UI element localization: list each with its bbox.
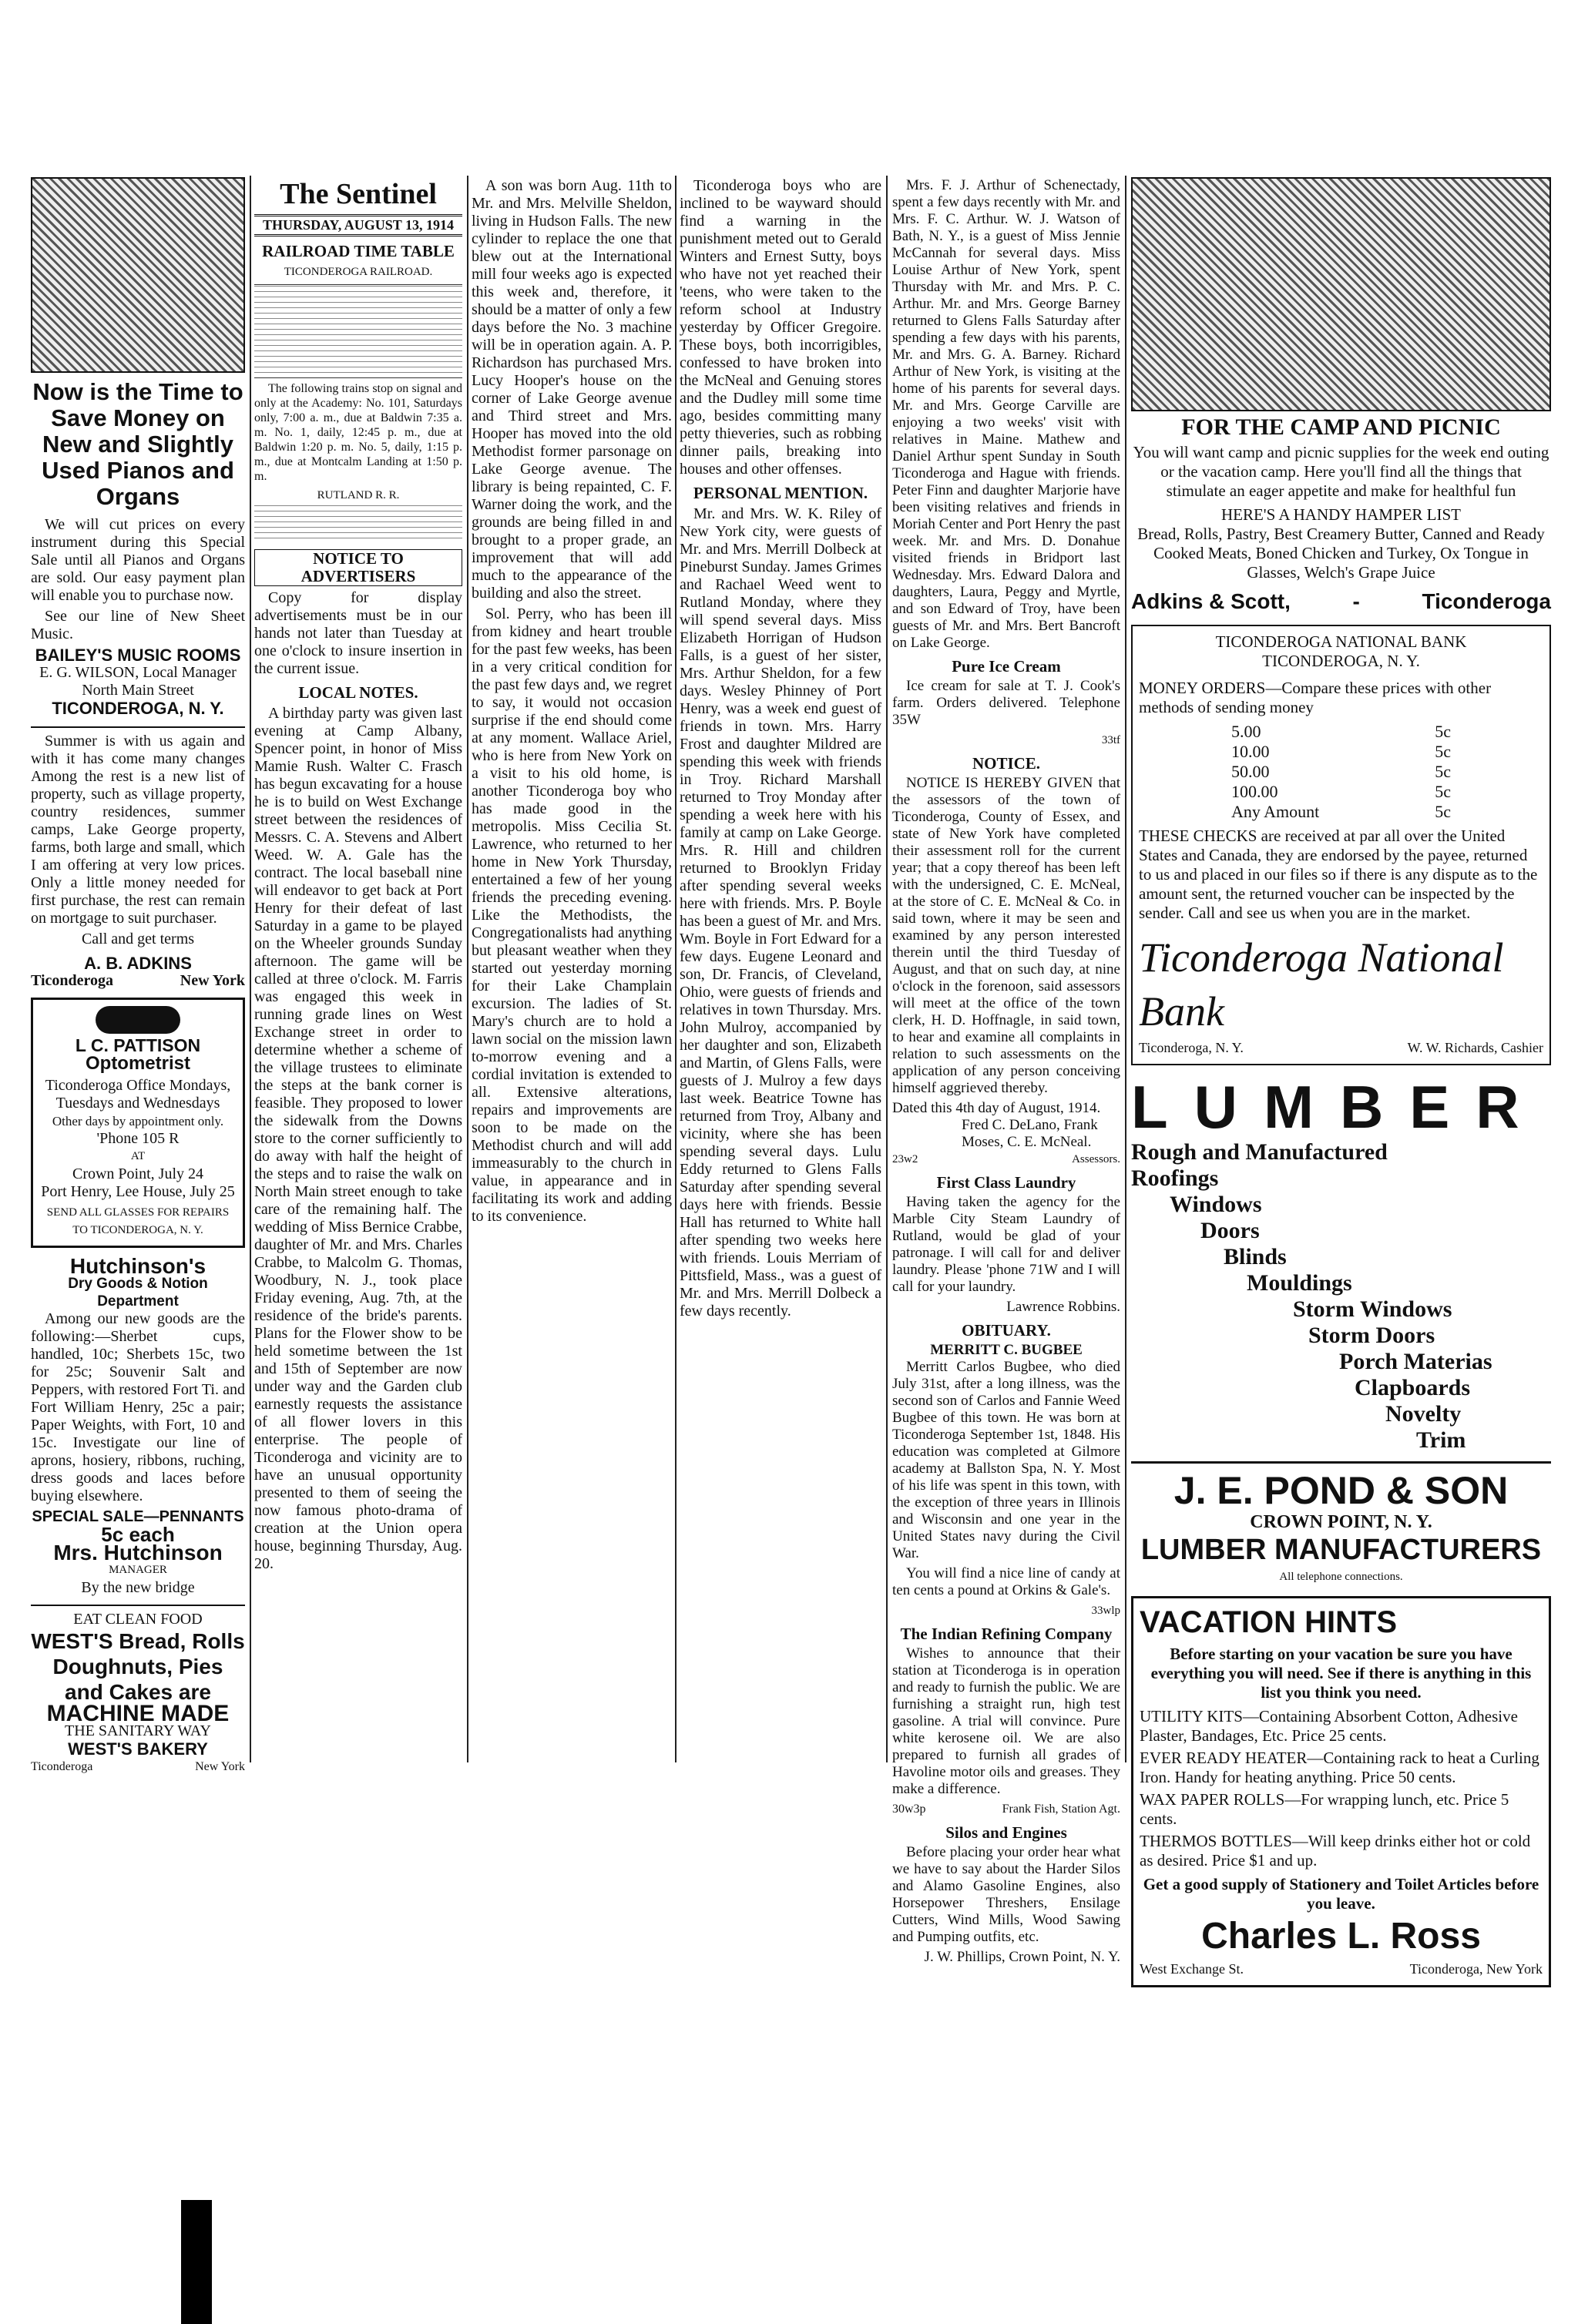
rr-schedule-table — [254, 284, 462, 378]
candy-note: You will find a nice line of candy at ten cents a pound at Orkins & Gale's. — [892, 1565, 1120, 1598]
camp-list: Bread, Rolls, Pastry, Best Creamery Butter, Canned and Ready Cooked Meats, Boned Chicken and Turkey, Ox Tongue in Glasses, Welch's Grape Juice — [1137, 525, 1545, 582]
vac-intro: Before starting on your vacation be sure you have everything you will need. See if there is anything in this list you think you need. — [1150, 1645, 1532, 1702]
adkins-name: A. B. ADKINS — [84, 954, 192, 973]
bank-town: TICONDEROGA, N. Y. — [1262, 652, 1420, 670]
personal-title: PERSONAL MENTION. — [693, 484, 868, 502]
lumber-item: Novelty — [1385, 1401, 1462, 1427]
west-state: New York — [195, 1760, 245, 1773]
pattison-other: Other days by appointment only. — [52, 1114, 224, 1128]
notice-body: Copy for display advertisements must be in our hands not later than Tuesday at one o'clock to insure insertion in the current issue. — [254, 589, 462, 677]
hutch-special: SPECIAL SALE—PENNANTS — [32, 1508, 244, 1525]
column-2 — [254, 177, 462, 1764]
ross-street: West Exchange St. — [1140, 1961, 1244, 1977]
silos-sign: J. W. Phillips, Crown Point, N. Y. — [924, 1949, 1120, 1965]
bank-price-row — [1139, 742, 1543, 762]
refining-code: 30w3p — [892, 1803, 926, 1816]
pattison-title: Optometrist — [85, 1053, 190, 1074]
column-4 — [680, 177, 881, 1764]
west-sanitary: THE SANITARY WAY — [65, 1722, 211, 1739]
camp-body: You will want camp and picnic supplies for the week end outing or the vacation camp. Here you'll find all the things that stimulate an eager appetite and make for healthful fun — [1133, 443, 1549, 500]
column-rule — [886, 176, 888, 1762]
west-town: Ticonderoga — [31, 1760, 93, 1773]
vac-items — [1140, 1707, 1543, 1870]
rr-body: The following trains stop on signal and only at the Academy: No. 101, Saturdays only, 7:00 a. m., due at Baldwin 7:35 a. m. No. 1, daily, 12:45 p. m., due at Baldwin 1:20 p. m. No. 5, daily, 1:15 p. m., due at Montcalm Landing at 1:50 p. m. — [254, 382, 462, 483]
hutch-price: 5c each — [101, 1523, 175, 1546]
obit-body: Merritt Carlos Bugbee, who died July 31st, after a long illness, was the second son of Carlos and Fannie Weed Bugbee of this town. He was born at Ticonderoga September 1st, 1848. His education was completed at Gilmore academy at Ballston Spa, N. Y. Most of his life was spent in this town, with the exception of three years in Illinois and Wisconsin and one year in the United States navy during the Civil War. — [892, 1359, 1120, 1561]
notice-code: 23w2 — [892, 1153, 918, 1165]
west-eat: EAT CLEAN FOOD — [73, 1611, 203, 1628]
bank-price-amount: 5.00 — [1231, 722, 1261, 741]
hutch-sub: Dry Goods & Notion Department — [68, 1276, 208, 1310]
rutland-table — [254, 505, 462, 543]
dateline: THURSDAY, AUGUST 13, 1914 — [254, 214, 462, 236]
hutch-mgr: MANAGER — [109, 1564, 167, 1576]
west-head: WEST'S Bread, Rolls Doughnuts, Pies and Cakes are — [31, 1629, 245, 1704]
lumber-item: Clapboards — [1355, 1375, 1471, 1400]
bank-money-orders: MONEY ORDERS—Compare these prices with other methods of sending money — [1139, 679, 1492, 716]
lumber-item: Rough and Manufactured — [1131, 1139, 1388, 1165]
obit-sub: MERRITT C. BUGBEE — [930, 1342, 1083, 1358]
notice-dated: Dated this 4th day of August, 1914. — [892, 1100, 1101, 1116]
bank-price-table — [1139, 722, 1543, 822]
piano-illustration — [31, 177, 245, 373]
adkins-body: Summer is with us again and with it has come many changes Among the rest is a new list of property, such as village property, country residences, summer camps, Lake George property, farms, both large and small, which I am offering at very low prices. Only a little money needed for first purchase, the rest can remain on mortgage to suit purchaser. — [31, 733, 245, 927]
vac-title: VACATION HINTS — [1140, 1605, 1398, 1639]
adkins-call: Call and get terms — [81, 931, 195, 947]
pond-mfg: LUMBER MANUFACTURERS — [1140, 1534, 1542, 1566]
pond-phone: All telephone connections. — [1279, 1571, 1403, 1583]
bank-checks: THESE CHECKS are received at par all over the United States and Canada, they are endorsed by the payee, returned to us and placed in our files so if there is any dispute as to the amount sent, the returned voucher can be inspected by the sender. Call and see us when you are in the market. — [1139, 827, 1538, 922]
column-rule — [250, 176, 251, 1762]
camp-illustration — [1131, 177, 1551, 411]
notice-names: Fred C. DeLano, Frank Moses, C. E. McNeal. — [962, 1117, 1098, 1150]
column-rule — [1125, 176, 1126, 1762]
lumber-item: Porch Materias — [1339, 1349, 1492, 1374]
lumber-item: Mouldings — [1247, 1270, 1352, 1296]
pond-town: CROWN POINT, N. Y. — [1250, 1512, 1432, 1532]
pattison-office: Ticonderoga Office Mondays, Tuesdays and Wednesdays — [45, 1077, 231, 1112]
hutch-body: Among our new goods are the following:—Sherbet cups, handled, 10c; Sherbets 15c, two for 25c; Souvenir Salt and Peppers, with restored Fort Ti. and Fort William Henry, 25c a pair; Paper Weights, with Fort, 10 and 15c. Investigate our line of aprons, hosiery, ribbons, ruching, dress goods and laces before buying elsewhere. — [31, 1310, 245, 1504]
bank-price-amount: 50.00 — [1231, 762, 1270, 781]
bank-price-fee: 5c — [1435, 762, 1451, 781]
bank-price-fee: 5c — [1435, 782, 1451, 801]
vac-item: EVER READY HEATER—Containing rack to heat a Curling Iron. Handy for heating anything. Price 50 cents. — [1140, 1749, 1539, 1786]
camp-town: Ticonderoga — [1422, 589, 1551, 613]
col3-body-1: A son was born Aug. 11th to Mr. and Mrs. Melville Sheldon, living in Hudson Falls. The new cylinder to replace the one that blew out at the International mill four weeks ago is expected this week and, therefore, it should be a matter of only a few days before the No. 3 machine will be in operation again. A. P. Richardson has purchased Mrs. Lucy Hooper's house on the corner of Lake George avenue and Third street and Mrs. Hooper has moved into the old Methodist former parsonage on Lake George avenue. The library is being repainted, C. F. Warner doing the work, and the grounds are being filled in and brought to a proper grade, an improvement that will add much to the appearance of the building and also the street. — [472, 177, 672, 602]
refining-title: The Indian Refining Company — [900, 1625, 1113, 1643]
bank-price-row — [1139, 802, 1543, 822]
microfilm-edge-mark — [181, 2200, 212, 2324]
col5-body-1: Mrs. F. J. Arthur of Schenectady, spent a few days recently with Mr. and Mrs. F. C. Arthur. W. J. Watson of Bath, N. Y., is a guest of Miss Jennie McCannah for several days. Miss Louise Arthur of New York, spent Thursday with Mr. and Mrs. P. C. Arthur. Mr. and Mrs. George Barney returned to Glens Falls Saturday after spending a few days with his parents, Mr. and Mrs. G. A. Barney. Richard Arthur of New York, is visiting at the home of his parents for several days. Mr. and Mrs. George Carville are enjoying a two weeks' visit with relatives in Maine. Mathew and Daniel Arthur spent Sunday in South Ticonderoga and Hague with friends. Peter Finn and daughter Marjorie have been visiting relatives and friends in Moriah Center and Port Henry the past week. Mr. and Mrs. D. Donahue visited friends in Bridport last Wednesday. Mrs. Edward Dalora and daughters, Laura, Peggy and Myrtle, and son Edward of Troy, have been guests of Mr. and Mrs. Bert Bancroft on Lake George. — [892, 177, 1120, 651]
laundry-title: First Class Laundry — [936, 1173, 1076, 1192]
bank-location: Ticonderoga, N. Y. — [1139, 1040, 1244, 1055]
pattison-phone: 'Phone 105 R — [96, 1130, 180, 1147]
ice-code: 33tf — [1101, 734, 1120, 746]
camp-list-title: HERE'S A HANDY HAMPER LIST — [1220, 505, 1462, 524]
bank-script: Ticonderoga National Bank — [1139, 934, 1504, 1035]
notice-title-2: NOTICE. — [972, 754, 1041, 773]
bailey-town: TICONDEROGA, N. Y. — [52, 699, 224, 718]
camp-dash: - — [1352, 589, 1360, 613]
column-5 — [892, 177, 1120, 1965]
vacation-ad — [1131, 1596, 1551, 1987]
pattison-send: SEND ALL GLASSES FOR REPAIRS TO TICONDEROGA, N. Y. — [46, 1206, 230, 1236]
adkins-state: New York — [180, 972, 245, 989]
lumber-item: Trim — [1416, 1427, 1466, 1453]
piano-ad-headline: Now is the Time to Save Money on New and Slightly Used Pianos and Organs — [32, 378, 243, 510]
silos-title: Silos and Engines — [945, 1823, 1067, 1842]
piano-ad-body: We will cut prices on every instrument during this Special Sale until all Pianos and Organs are sold. Our easy payment plan will enable you to purchase now. — [31, 516, 245, 604]
bank-ad — [1131, 625, 1551, 1065]
notice-body-2: NOTICE IS HEREBY GIVEN that the assessors of the town of Ticonderoga, County of Essex, and state of New York have completed their assessment roll for the current year; that a copy thereof has been left with the undersigned, C. E. McNeal, at the store of C. E. McNeal & Co. in said town, where it may be seen and examined by any person interested therein until the third Tuesday of August, and that on such day, at nine o'clock in the forenoon, said assessors will meet at the office of the town clerk, H. D. Hoffnagle, in said town, to hear and examine all complaints in relation to such assessments on the application of any person conceiving himself aggrieved thereby. — [892, 775, 1120, 1096]
pattison-crown: Crown Point, July 24 — [72, 1165, 204, 1182]
hutch-mrs: Mrs. Hutchinson — [53, 1541, 223, 1564]
vac-item: WAX PAPER ROLLS—For wrapping lunch, etc. Price 5 cents. — [1140, 1790, 1509, 1828]
col3-body-2: Sol. Perry, who has been ill from kidney and heart trouble for the past few weeks, has been in a very critical condition for the past few days and, we regret to say, it would not occasion surprise if the end should come at any moment. Wallace Ariel, who is here from New York on a visit to his old home, is another Ticonderoga boy who has made good in the metropolis. Miss Cecilia St. Lawrence, who returned to her home in New York Thursday, entertained a few of her young friends the preceding evening. Like the Methodists, the Congregationalists had anything but pleasant weather when they started out yesterday morning for their Lake Champlain excursion. The ladies of St. Mary's church are to hold a lawn social on the mission lawn to-morrow evening and a cordial invitation is extended to all. Extensive alterations, repairs and improvements are soon to be made on the Methodist church and will add immeasurably to the church in value, in appearance and in facilitating its work and adding to its convenience. — [472, 605, 672, 1225]
west-machine: MACHINE MADE — [46, 1701, 230, 1726]
bank-price-row — [1139, 722, 1543, 742]
column-rule — [467, 176, 468, 1762]
notice-assessors: Assessors. — [1072, 1153, 1120, 1165]
refining-body: Wishes to announce that their station at Ticonderoga is in operation and ready to furnish the public. We are furnishing a straight run, high test gasoline. A trial will convince. Pure white kerosene oil. We are also prepared to furnish all grades of Havoline motor oils and greases. They make a difference. — [892, 1645, 1120, 1797]
masthead: The Sentinel — [280, 178, 437, 210]
candy-code: 33wlp — [1091, 1605, 1120, 1617]
lumber-item: Storm Doors — [1308, 1323, 1435, 1348]
bailey-name: BAILEY'S MUSIC ROOMS — [35, 646, 241, 665]
lumber-items — [1131, 1139, 1551, 1454]
bank-price-fee: 5c — [1435, 722, 1451, 741]
rr-sub: TICONDEROGA RAILROAD. — [284, 266, 433, 278]
lumber-title: LUMBER — [1131, 1073, 1546, 1141]
sheet-music-note: See our line of New Sheet Music. — [31, 608, 245, 642]
obit-title: OBITUARY. — [962, 1321, 1051, 1340]
vac-supply: Get a good supply of Stationery and Toilet Articles before you leave. — [1143, 1875, 1539, 1913]
rr-rutland: RUTLAND R. R. — [317, 489, 400, 501]
pond-name: J. E. POND & SON — [1173, 1469, 1509, 1512]
bank-price-amount: 100.00 — [1231, 782, 1278, 801]
pattison-at: AT — [130, 1150, 146, 1162]
rr-title: RAILROAD TIME TABLE — [262, 242, 455, 260]
pattison-name: L C. PATTISON — [75, 1035, 201, 1055]
camp-title: FOR THE CAMP AND PICNIC — [1181, 414, 1501, 440]
lumber-item: Doors — [1200, 1218, 1260, 1243]
lumber-item: Blinds — [1224, 1244, 1287, 1269]
ice-title: Pure Ice Cream — [952, 657, 1061, 676]
west-bakery: WEST'S BAKERY — [68, 1739, 208, 1759]
laundry-body: Having taken the agency for the Marble City Steam Laundry of Rutland, would be glad of your patronage. I will call for and deliver laundry. Please 'phone 71W and I will call for your laundry. — [892, 1194, 1120, 1295]
lumber-item: Roofings — [1131, 1165, 1219, 1191]
bailey-address: North Main Street — [82, 682, 194, 699]
column-6 — [1131, 177, 1551, 1977]
hutch-bridge: By the new bridge — [81, 1579, 195, 1596]
refining-sign: Frank Fish, Station Agt. — [1002, 1803, 1120, 1816]
hutch-name: Hutchinson's — [69, 1254, 206, 1278]
column-rule — [675, 176, 677, 1762]
bank-price-amount: Any Amount — [1231, 802, 1320, 821]
lumber-item: Storm Windows — [1293, 1296, 1452, 1322]
local-title: LOCAL NOTES. — [298, 683, 418, 702]
bank-name: TICONDEROGA NATIONAL BANK — [1215, 632, 1467, 651]
vac-item: UTILITY KITS—Containing Absorbent Cotton, Adhesive Plaster, Bandages, Etc. Price 25 cents. — [1140, 1707, 1518, 1745]
column-3 — [472, 177, 672, 1764]
adkins-town: Ticonderoga — [31, 972, 114, 989]
eyeglasses-icon — [96, 1006, 180, 1034]
ice-body: Ice cream for sale at T. J. Cook's farm. Orders delivered. Telephone 35W — [892, 678, 1120, 728]
lumber-item: Windows — [1170, 1192, 1262, 1217]
silos-body: Before placing your order hear what we have to say about the Harder Silos and Alamo Gasoline Engines, also Horsepower Threshers, Ensilage Cutters, Wind Mills, Wood Sawing and Pumping outfits, etc. — [892, 1844, 1120, 1945]
bank-price-fee: 5c — [1435, 742, 1451, 761]
bank-price-row — [1139, 762, 1543, 782]
camp-firm: Adkins & Scott, — [1131, 589, 1291, 613]
vac-item: THERMOS BOTTLES—Will keep drinks either hot or cold as desired. Price $1 and up. — [1140, 1832, 1531, 1870]
ross-town: Ticonderoga, New York — [1409, 1961, 1543, 1977]
bank-cashier: W. W. Richards, Cashier — [1407, 1040, 1543, 1055]
pattison-ad — [31, 998, 245, 1248]
column-1 — [31, 177, 245, 1773]
bank-price-fee: 5c — [1435, 802, 1451, 821]
col4-body-1: Ticonderoga boys who are inclined to be wayward should find a warning in the punishment meted out to Gerald Winters and Ernest Sutty, boys who have not yet reached their 'teens, who were taken to the reform school at Industry yesterday by Officer Gregoire. These boys, both incorrigibles, confessed to have broken into the McNeal and Genuing stores and the Dudley mill some time ago, besides committing many petty thieveries, such as robbing dinner pails, breaking into houses and other offenses. — [680, 177, 881, 478]
pattison-port: Port Henry, Lee House, July 25 — [41, 1183, 235, 1200]
personal-body: Mr. and Mrs. W. K. Riley of New York city, were guests of Mr. and Mrs. Merrill Dolbeck at Pineburst Sunday. James Grimes and Rachael Weed went to Rutland Monday, where they will spend several days. Miss Elizabeth Horrigan of Hudson Falls, is a guest of her sister, Mrs. Arthur Sheldon, for a few days. Wesley Phinney of Port Henry, was a week end guest of friends in town. Mrs. Harry Frost and daughter Mildred are spending this week with friends in Troy. Richard Marshall returned to Troy Monday after spending a week here with his family at camp on Lake George. Mrs. R. Hill and children returned to Brooklyn Friday after spending several weeks here with friends. Mrs. P. Boyle has been a guest of Mr. and Mrs. Wm. Boyle in Fort Edward for a few days. Eugene Leonard and son, Dr. Francis, of Cleveland, Ohio, were guests of friends and relatives in town Thursday. Mrs. John Mulroy, accompanied by her daughter and son, Elizabeth and Martin, of Glens Falls, were guests of J. Mulroy a few days last week. Beatrice Towne has returned from Troy, Albany and vicinity, where she has been spending several days. Lulu Eddy returned to Glens Falls Saturday after spending several days here with friends. Bessie Hall has returned to White hall after spending two weeks here with friends. Louis Merriam of Pittsfield, Mass., was a guest of Mr. and Mrs. Merrill Dolbeck a few days recently. — [680, 505, 882, 1320]
ross-name: Charles L. Ross — [1201, 1916, 1481, 1957]
local-body: A birthday party was given last evening at Camp Albany, Spencer point, in honor of Miss Mamie Rush. Walter C. Frasch has begun excavating for a house he is to build on West Exchange street between the residences of Messrs. C. A. Stevens and Albert Weed. W. A. Gale has the contract. The local baseball nine will endeavor to get back at Port Henry for their defeat of last Saturday in a game to be played on the Wheeler grounds Sunday afternoon. The game will be called at three o'clock. M. Farris was engaged this week in running grade lines on West Exchange street in order to determine whether a scheme of the village trustees to eliminate the steps at the bank corner is feasible. They proposed to lower the sidewalk from the Downs store to the corner sufficiently to do away with half the height of the steps and to raise the walk on North Main street enough to take care of the remaining half. The wedding of Miss Bernice Crabbe, daughter of Mr. and Mrs. Charles Crabbe, to Malcolm G. Thomas, Woodbury, N. J., took place Friday evening, Aug. 7th, at the residence of the bride's parents. Plans for the Flower show to be held sometime between the 1st and 15th of September are now under way and the Garden club earnestly requests the assistance of all flower lovers in this enterprise. The people of Ticonderoga and vicinity are to have an unusual opportunity presented to them of seeing the now famous photo-drama of creation at the Union opera house, beginning Thursday, Aug. 20. — [254, 705, 462, 1572]
laundry-sign: Lawrence Robbins. — [1006, 1299, 1120, 1315]
bank-price-amount: 10.00 — [1231, 742, 1270, 761]
bank-price-row — [1139, 782, 1543, 802]
notice-title: NOTICE TO ADVERTISERS — [254, 549, 462, 586]
bailey-manager: E. G. WILSON, Local Manager — [39, 664, 237, 681]
